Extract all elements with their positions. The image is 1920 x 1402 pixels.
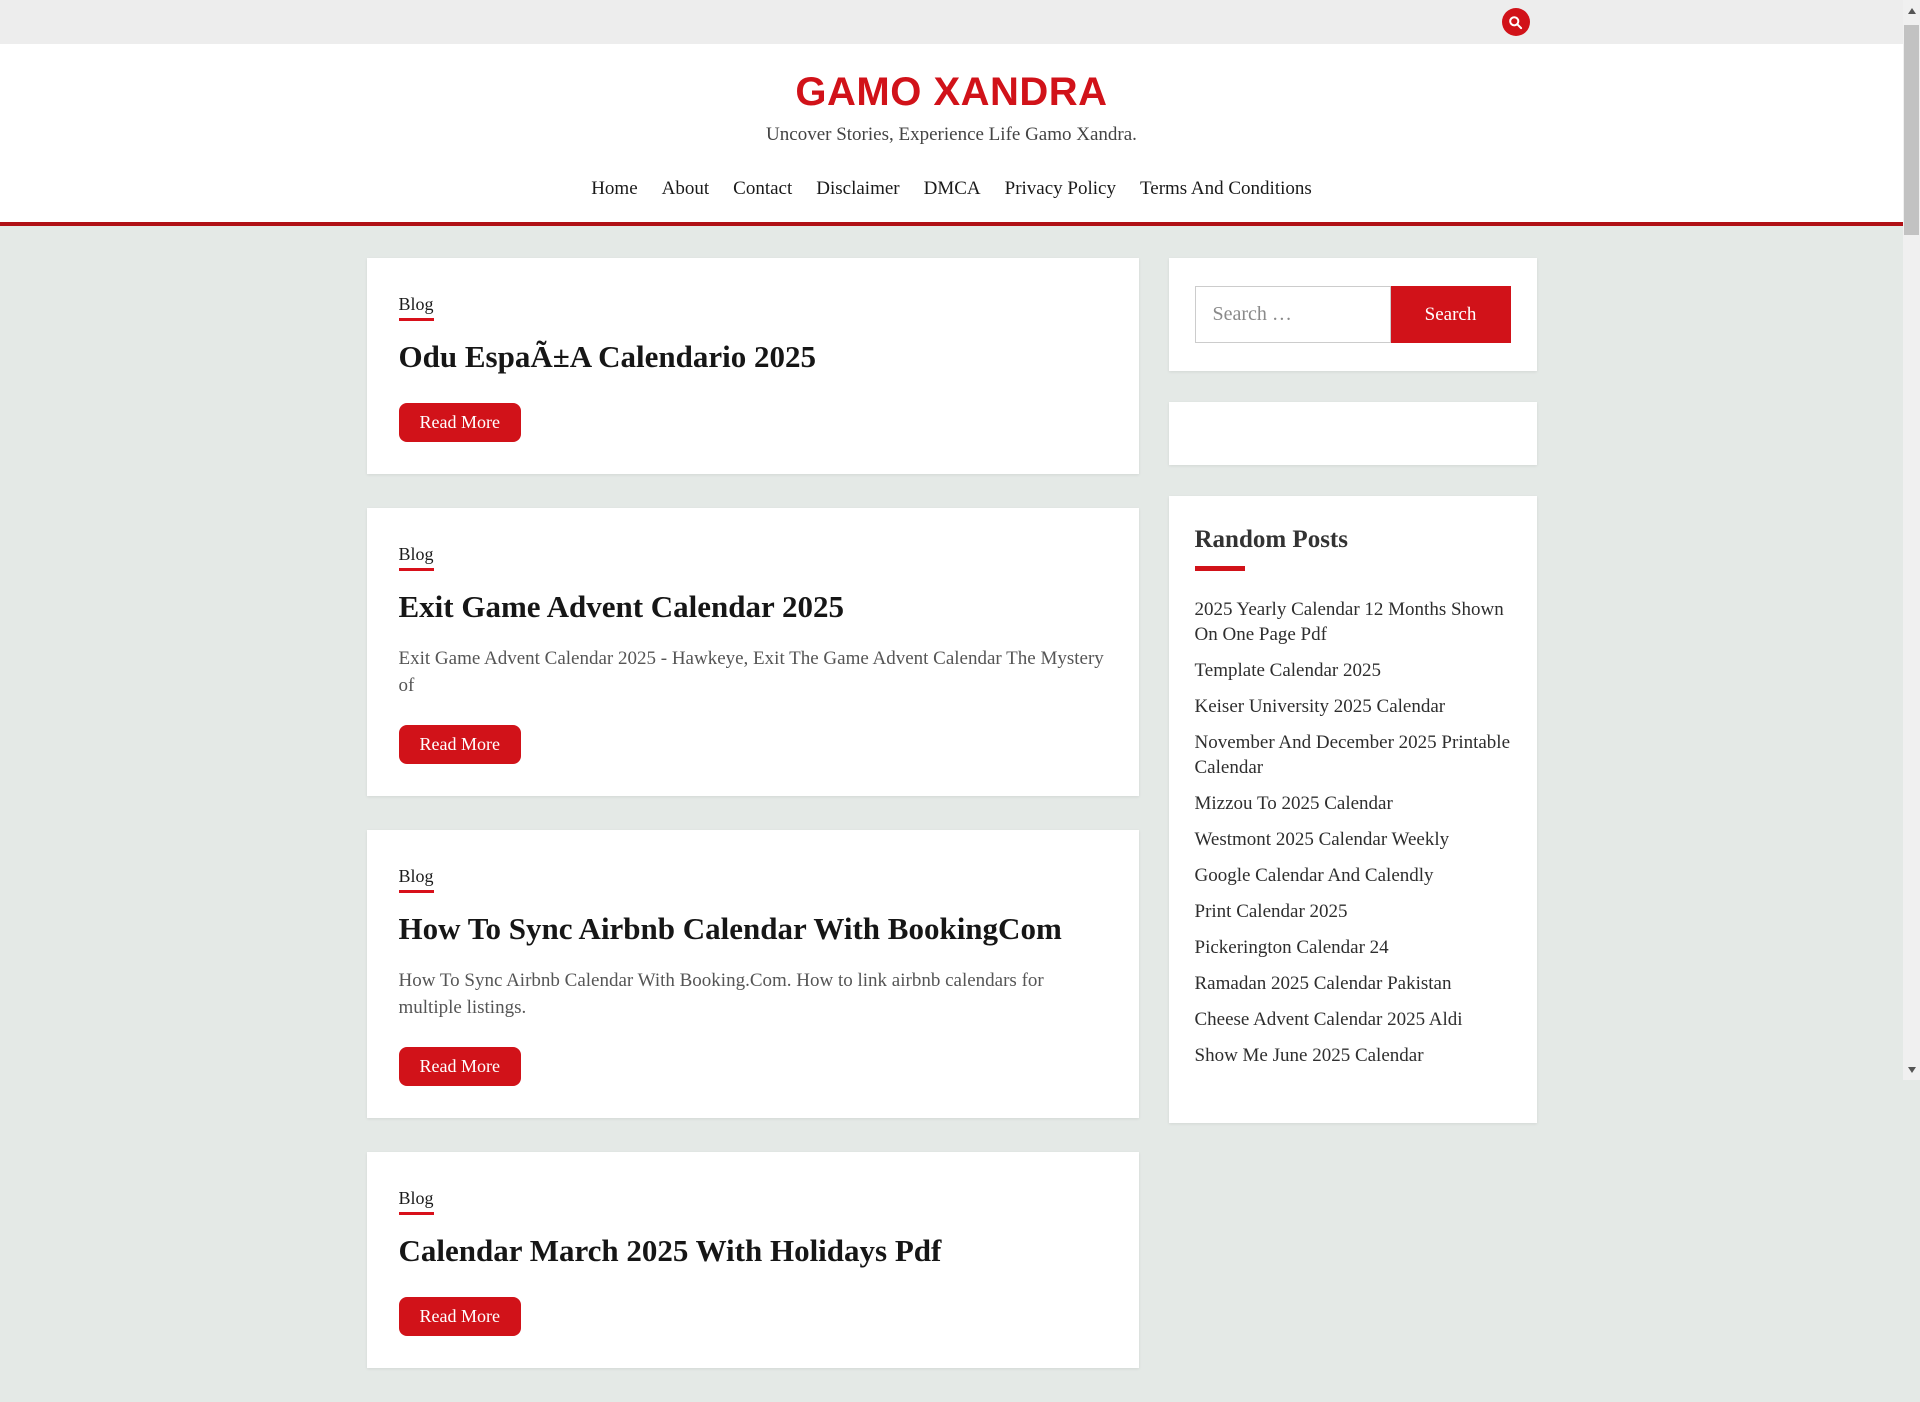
search-input[interactable] — [1195, 286, 1391, 343]
random-posts-list — [1195, 597, 1511, 1068]
scroll-down-icon[interactable] — [1903, 1061, 1920, 1078]
post-card — [367, 258, 1139, 474]
nav-link-terms[interactable]: Terms And Conditions — [1139, 178, 1312, 199]
nav-link-disclaimer[interactable]: Disclaimer — [816, 178, 900, 199]
nav-item-about — [662, 178, 710, 200]
list-item — [1195, 597, 1511, 647]
post-category-link[interactable]: Blog — [399, 1188, 434, 1215]
list-item — [1195, 863, 1511, 888]
random-post-link[interactable]: November And December 2025 Printable Calendar — [1194, 732, 1511, 778]
random-post-link[interactable]: Ramadan 2025 Calendar Pakistan — [1194, 973, 1452, 994]
search-form — [1195, 286, 1511, 343]
nav-item-contact — [733, 178, 792, 200]
nav-list — [0, 178, 1903, 200]
read-more-button[interactable]: Read More — [399, 403, 521, 442]
random-post-link[interactable]: Cheese Advent Calendar 2025 Aldi — [1194, 1009, 1463, 1030]
read-more-button[interactable]: Read More — [399, 1047, 521, 1086]
scrollbar-thumb[interactable] — [1904, 25, 1919, 235]
random-posts-widget — [1169, 496, 1537, 1123]
search-widget — [1169, 258, 1537, 371]
list-item — [1195, 730, 1511, 780]
list-item — [1195, 791, 1511, 816]
post-category-link[interactable]: Blog — [399, 544, 434, 571]
search-toggle-button[interactable] — [1502, 8, 1530, 36]
nav-item-privacy-policy — [1005, 178, 1116, 200]
list-item — [1195, 658, 1511, 683]
nav-link-dmca[interactable]: DMCA — [923, 178, 981, 199]
site-title-link[interactable]: GAMO XANDRA — [795, 70, 1108, 114]
random-post-link[interactable]: Keiser University 2025 Calendar — [1194, 696, 1446, 717]
list-item — [1195, 935, 1511, 960]
random-post-link[interactable]: Mizzou To 2025 Calendar — [1194, 793, 1393, 814]
post-category-link[interactable]: Blog — [399, 866, 434, 893]
post-title[interactable]: Calendar March 2025 With Holidays Pdf — [398, 1233, 942, 1268]
nav-item-home — [591, 178, 637, 200]
list-item — [1195, 971, 1511, 996]
content-area — [367, 226, 1537, 1402]
nav-link-privacy-policy[interactable]: Privacy Policy — [1004, 178, 1116, 199]
nav-item-dmca — [924, 178, 981, 200]
list-item — [1195, 827, 1511, 852]
random-post-link[interactable]: Westmont 2025 Calendar Weekly — [1194, 829, 1450, 850]
empty-widget — [1169, 402, 1537, 465]
post-card — [367, 1152, 1139, 1368]
post-title[interactable]: How To Sync Airbnb Calendar With BookingCom — [398, 911, 1062, 946]
random-post-link[interactable]: 2025 Yearly Calendar 12 Months Shown On One Page Pdf — [1194, 599, 1504, 645]
site-header — [0, 44, 1903, 160]
nav-link-about[interactable]: About — [661, 178, 710, 199]
site-tagline: Uncover Stories, Experience Life Gamo Xandra. — [766, 124, 1137, 145]
random-post-link[interactable]: Pickerington Calendar 24 — [1194, 937, 1389, 958]
scrollbar[interactable] — [1903, 0, 1920, 1080]
post-title[interactable]: Exit Game Advent Calendar 2025 — [398, 589, 844, 624]
random-post-link[interactable]: Google Calendar And Calendly — [1194, 865, 1434, 886]
nav-item-terms — [1140, 178, 1312, 200]
nav-link-home[interactable]: Home — [591, 178, 638, 199]
random-post-link[interactable]: Show Me June 2025 Calendar — [1194, 1045, 1424, 1066]
list-item — [1195, 1043, 1511, 1068]
random-post-link[interactable]: Print Calendar 2025 — [1194, 901, 1348, 922]
nav-item-disclaimer — [816, 178, 899, 200]
random-posts-heading: Random Posts — [1194, 526, 1348, 553]
top-bar — [0, 0, 1903, 44]
search-submit-button[interactable]: Search — [1391, 286, 1511, 343]
top-bar-inner — [367, 0, 1537, 44]
nav-link-contact[interactable]: Contact — [733, 178, 793, 199]
post-list — [367, 258, 1139, 1402]
post-excerpt: How To Sync Airbnb Calendar With Booking.Com. How to link airbnb calendars for multiple listings. — [398, 970, 1044, 1018]
sidebar — [1169, 258, 1537, 1123]
main-navigation — [0, 160, 1903, 222]
read-more-button[interactable]: Read More — [399, 725, 521, 764]
post-card — [367, 830, 1139, 1118]
post-excerpt: Exit Game Advent Calendar 2025 - Hawkeye, Exit The Game Advent Calendar The Mystery of — [398, 648, 1104, 696]
list-item — [1195, 899, 1511, 924]
scroll-up-icon[interactable] — [1903, 2, 1920, 19]
heading-accent-bar — [1195, 566, 1245, 571]
search-icon — [1508, 15, 1523, 30]
list-item — [1195, 1007, 1511, 1032]
post-title[interactable]: Odu EspaÃ±A Calendario 2025 — [398, 339, 817, 374]
list-item — [1195, 694, 1511, 719]
post-card — [367, 508, 1139, 796]
post-category-link[interactable]: Blog — [399, 294, 434, 321]
read-more-button[interactable]: Read More — [399, 1297, 521, 1336]
random-post-link[interactable]: Template Calendar 2025 — [1194, 660, 1381, 681]
